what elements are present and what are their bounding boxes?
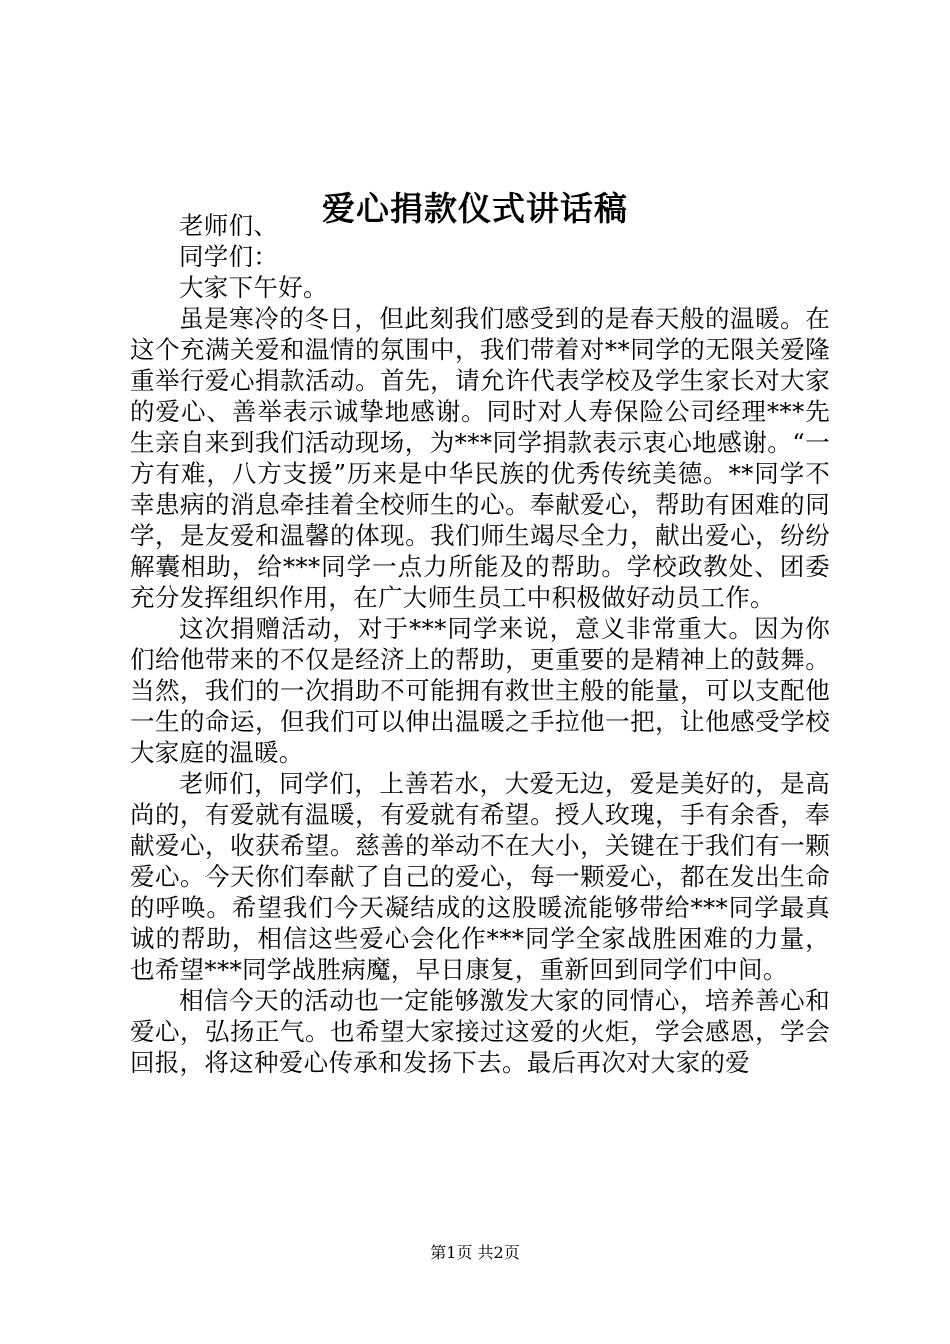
document-body	[130, 210, 830, 1078]
greeting-afternoon: 大家下午好。	[179, 273, 328, 302]
greeting-students: 同学们：	[179, 242, 279, 271]
paragraph-2: 这次捐赠活动，对于***同学来说，意义非常重大。因为你们给他带来的不仅是经济上的帮助，更重要的是精神上的鼓舞。当然，我们的一次捐助不可能拥有救世主般的能量，可以支配他一生的命运，但我们可以伸出温暖之手拉他一把，让他感受学校大家庭的温暖。	[130, 614, 830, 767]
page-number-footer: 第1页 共2页	[430, 1243, 520, 1262]
document-title: 爱心捐款仪式讲话稿	[322, 189, 628, 228]
paragraph-1: 虽是寒冷的冬日，但此刻我们感受到的是春天般的温暖。在这个充满关爱和温情的氛围中，我们带着对**同学的无限关爱隆重举行爱心捐款活动。首先，请允许代表学校及学生家长对大家的爱心、善举表示诚挚地感谢。同时对人寿保险公司经理***先生亲自来到我们活动现场，为***同学捐款表示衷心地感谢。“一方有难，八方支援”历来是中华民族的优秀传统美德。**同学不幸患病的消息牵挂着全校师生的心。奉献爱心，帮助有困难的同学，是友爱和温馨的体现。我们师生竭尽全力，献出爱心，纷纷解囊相助，给***同学一点力所能及的帮助。学校政教处、团委充分发挥组织作用，在广大师生员工中积极做好动员工作。	[130, 304, 830, 612]
greeting-teachers: 老师们、	[179, 211, 279, 240]
paragraph-4: 相信今天的活动也一定能够激发大家的同情心，培养善心和爱心，弘扬正气。也希望大家接过这爱的火炬，学会感恩，学会回报，将这种爱心传承和发扬下去。最后再次对大家的爱	[130, 986, 830, 1077]
paragraph-3: 老师们，同学们，上善若水，大爱无边，爱是美好的，是高尚的，有爱就有温暖，有爱就有希望。授人玫瑰，手有余香，奉献爱心，收获希望。慈善的举动不在大小，关键在于我们有一颗爱心。今天你们奉献了自己的爱心，每一颗爱心，都在发出生命的呼唤。希望我们今天凝结成的这股暖流能够带给***同学最真诚的帮助，相信这些爱心会化作***同学全家战胜困难的力量，也希望***同学战胜病魔，早日康复，重新回到同学们中间。	[130, 769, 830, 984]
